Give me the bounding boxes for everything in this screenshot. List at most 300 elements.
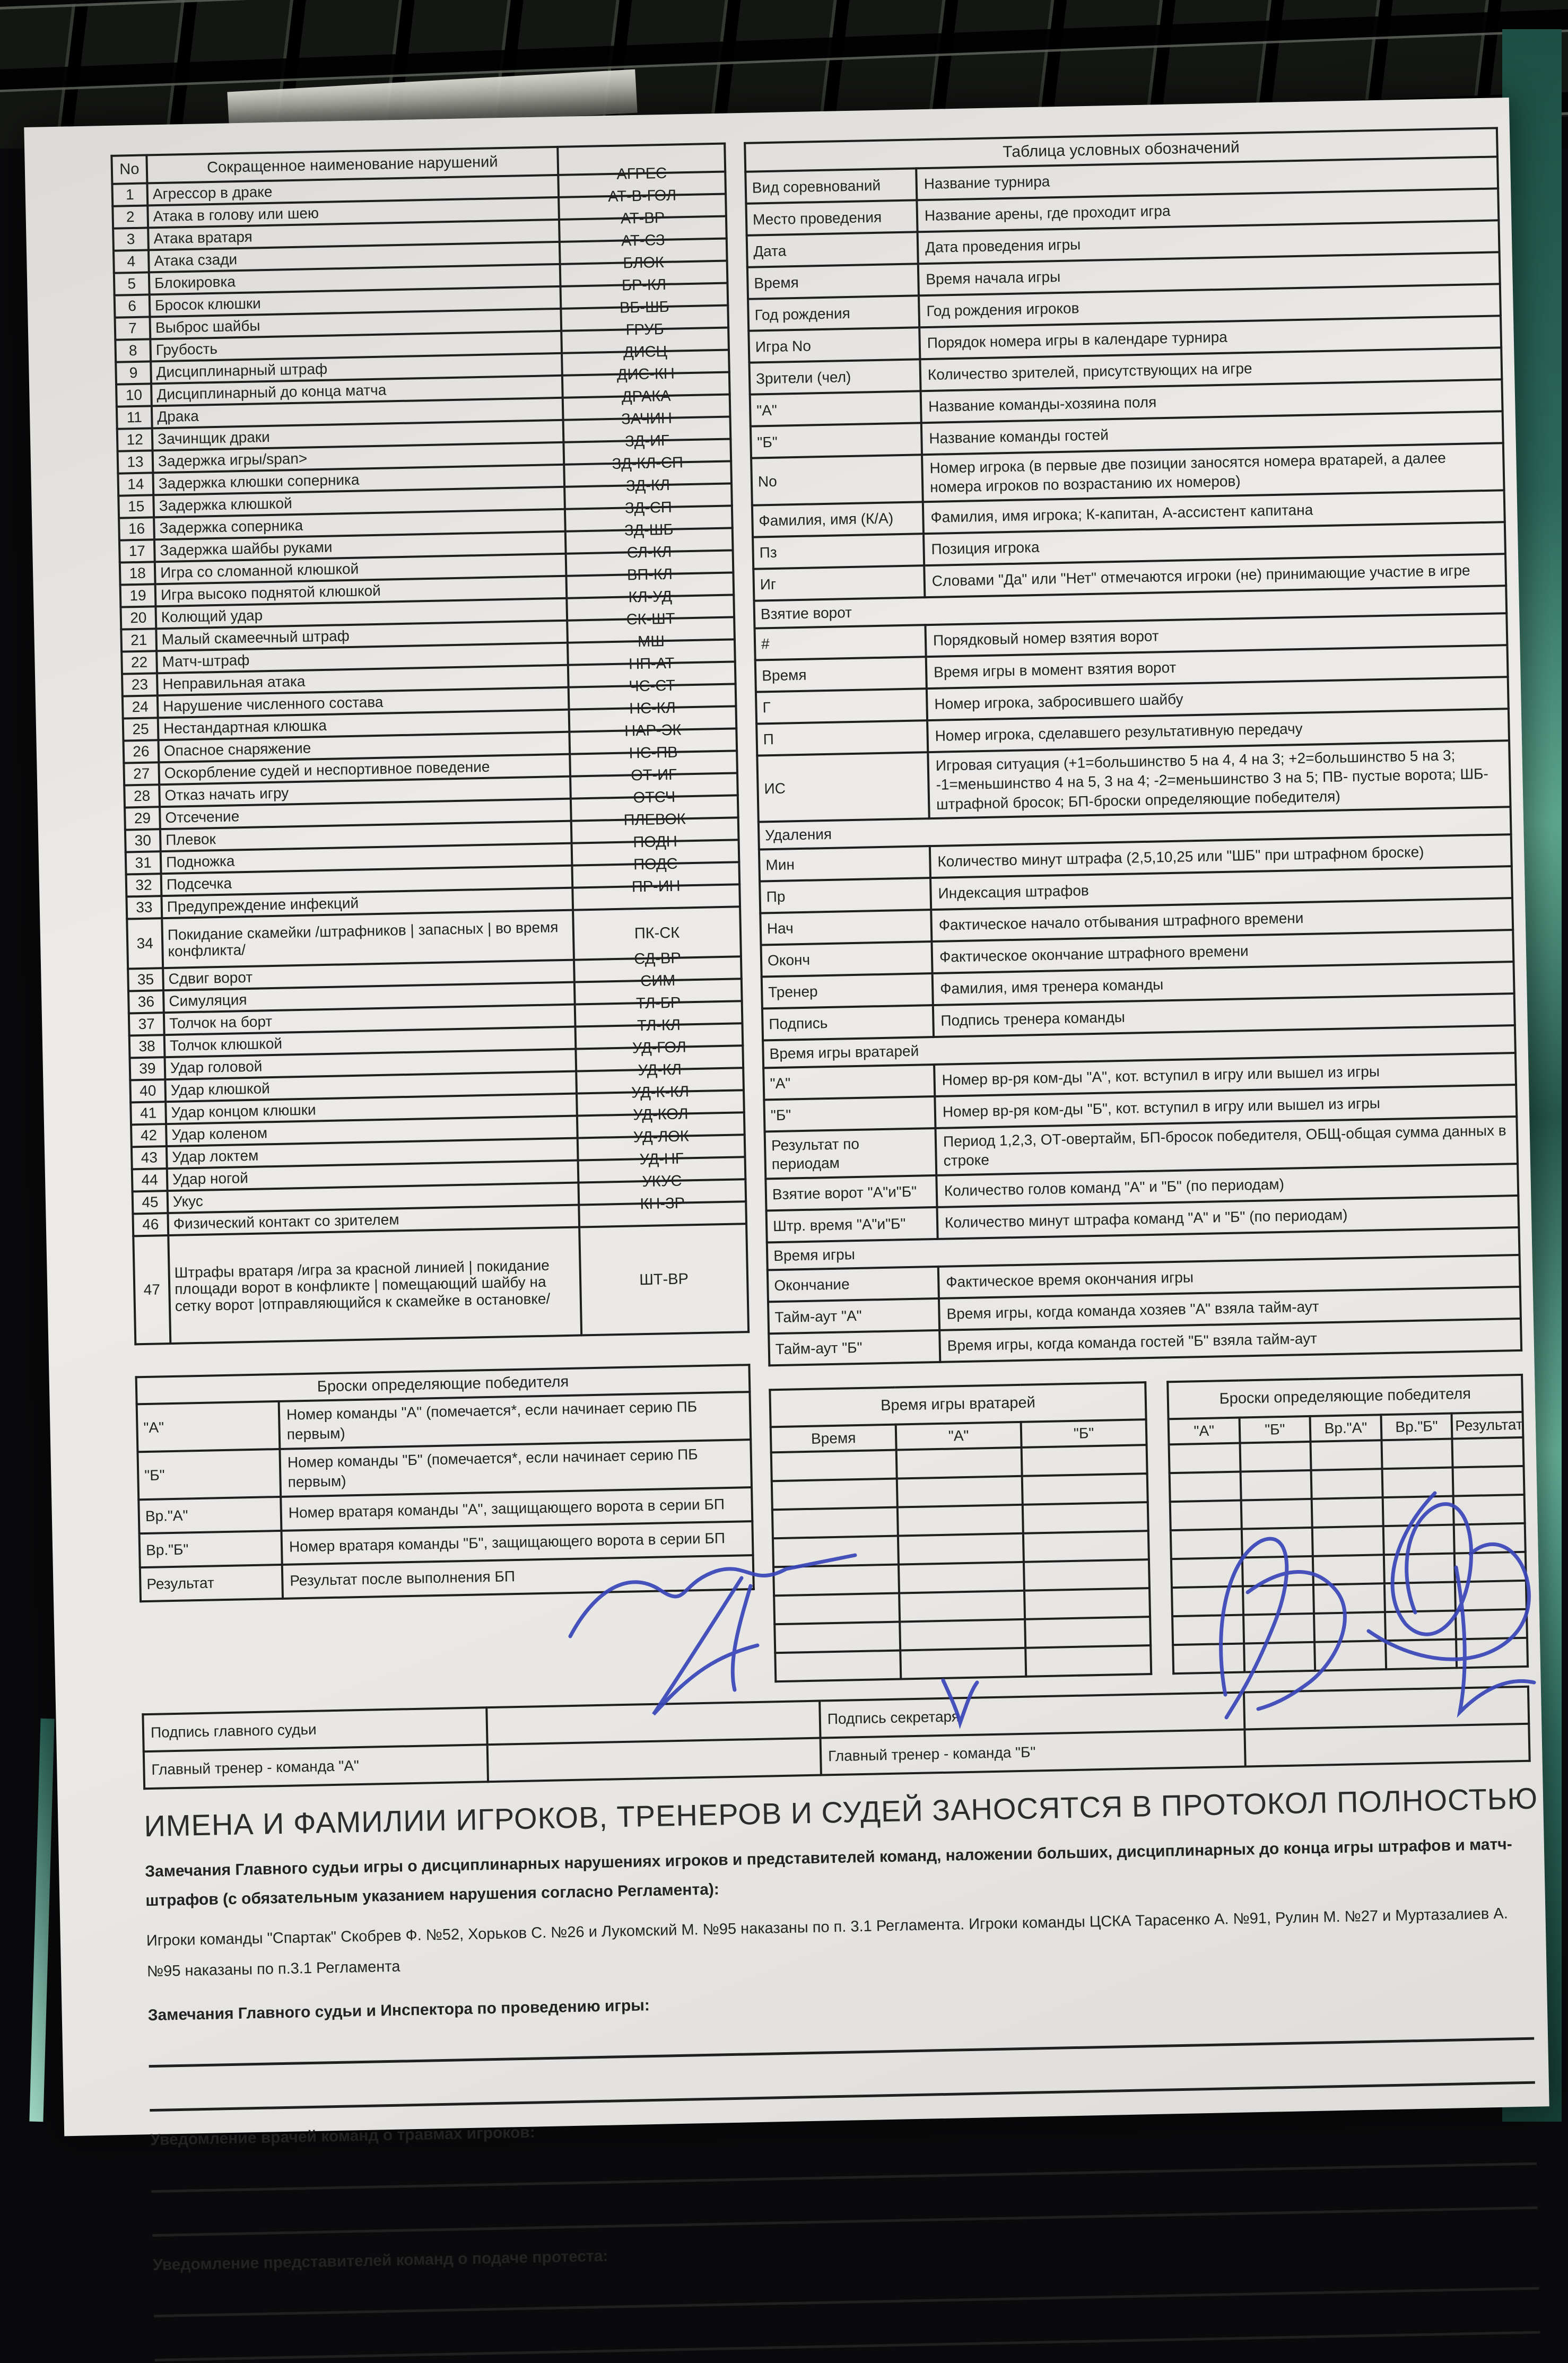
shootout-grid-empty-cell (1382, 1496, 1454, 1526)
violation-abbr-text: СК-ШТ (626, 610, 675, 629)
legend-term: Тайм-аут "Б" (769, 1330, 940, 1365)
violation-abbr-text: АГРЕС (616, 164, 667, 183)
goalie-time-empty-cell (771, 1450, 897, 1481)
violation-name: Подсечка (161, 866, 573, 896)
legend-desc: Количество зрителей, присутствующих на игре (920, 347, 1502, 391)
goalie-time-table (769, 1381, 1152, 1682)
violation-no: 9 (116, 361, 151, 384)
violation-no: 21 (121, 629, 156, 651)
violation-abbr-text: ШТ-ВР (639, 1270, 689, 1289)
goalie-time-empty-cell (1025, 1617, 1151, 1648)
violation-abbr-text: НС-КЛ (629, 699, 676, 718)
violation-no: 43 (132, 1146, 167, 1169)
violation-name: Атака в голову или шею (147, 197, 559, 228)
shootout-grid-empty-cell (1382, 1467, 1453, 1497)
shootout-grid-title-row (1168, 1375, 1522, 1419)
violation-abbr-text: ЗД-КЛ-СП (612, 454, 684, 473)
violation-no: 29 (125, 807, 160, 830)
violation-abbr-text: ЗД-КЛ (625, 476, 670, 495)
violation-no: 23 (122, 673, 158, 696)
legend-table (744, 127, 1522, 1366)
shootout-grid-empty-cell (1452, 1437, 1524, 1468)
violation-name: Дисциплинарный штраф (151, 353, 562, 384)
legend-desc: Время игры в момент взятия ворот (926, 645, 1508, 688)
violation-abbr-text: ПР-ИН (631, 877, 681, 896)
shootout-grid-empty-cell (1242, 1556, 1313, 1586)
violation-name: Драка (152, 398, 563, 429)
violation-abbr-text: УД-КОЛ (632, 1105, 689, 1124)
shootout-legend-term: Вр."А" (138, 1497, 281, 1533)
shootout-grid-empty-cell (1311, 1440, 1382, 1470)
legend-desc: Номер вр-ря ком-ды "А", кот. вступил в игру или вышел из игры (934, 1053, 1516, 1096)
violation-no: 18 (120, 562, 155, 585)
goalie-time-empty-cell (774, 1621, 900, 1653)
shootout-grid-empty-cell (1456, 1609, 1527, 1640)
violation-abbr-text: ЗД-ИГ (624, 432, 669, 450)
referee-signature-label: Подпись главного судьи (143, 1707, 487, 1751)
goalie-time-empty-cell (1023, 1502, 1148, 1533)
violation-no: 44 (132, 1169, 168, 1191)
violation-no: 39 (130, 1057, 165, 1080)
violation-no: 12 (117, 428, 153, 451)
violation-abbr-text: ПОДС (633, 855, 678, 874)
shootout-grid-col: "А" (1169, 1417, 1240, 1444)
violation-no: 31 (126, 851, 161, 874)
violation-abbr-text: ВБ-ШБ (619, 298, 669, 317)
legend-term: Место проведения (746, 200, 917, 235)
goalie-time-empty-cell (773, 1536, 899, 1567)
violation-abbr-text: БР-КЛ (621, 276, 667, 294)
violations-title: Сокращенное наименование нарушений (146, 147, 558, 184)
legend-desc: Фамилия, имя тренера команды (933, 962, 1514, 1005)
shootout-grid-empty-cell (1314, 1612, 1386, 1642)
legend-term: Подпись (762, 1005, 934, 1040)
violation-abbr-text: НС-ПВ (629, 744, 678, 762)
violation-name: Удар ногой (167, 1161, 579, 1191)
violation-abbr-text: НАР-ЭК (624, 721, 682, 740)
shootout-grid-empty-cell (1454, 1552, 1526, 1582)
legend-term: Мин (759, 846, 930, 881)
violations-col-no: No (111, 155, 147, 184)
legend-section-label: Удаления (759, 807, 1511, 849)
violation-abbr-text: СЛ-КЛ (626, 543, 672, 562)
shootout-grid-col: Результат (1452, 1412, 1523, 1439)
violation-no: 24 (123, 695, 158, 718)
violation-name: Укус (168, 1183, 579, 1214)
violation-name: Удар концом клюшки (165, 1094, 577, 1124)
violation-no: 41 (130, 1102, 166, 1124)
violation-abbr-text: ДИС-КН (616, 365, 675, 383)
legend-term: Время (755, 657, 927, 692)
shootout-grid-empty-cell (1455, 1581, 1527, 1611)
legend-term: "Б" (764, 1096, 935, 1131)
violation-name: Отсечение (160, 799, 571, 830)
legend-desc: Период 1,2,3, ОТ-овертайм, БП-бросок победителя, ОБЩ-общая сумма данных в строке (935, 1117, 1518, 1175)
violation-abbr-text: ЗД-ШБ (624, 521, 674, 539)
legend-term: Результат по периодам (765, 1128, 937, 1179)
legend-desc: Фактическое начало отбывания штрафного времени (931, 898, 1513, 941)
violation-no: 16 (119, 517, 154, 540)
legend-desc: Количество минут штрафа команд "А" и "Б" (по периодам) (937, 1196, 1519, 1239)
violation-no: 19 (120, 584, 156, 607)
violation-name: Физический контакт со зрителем (168, 1205, 579, 1236)
violation-name: Нестандартная клюшка (158, 710, 570, 740)
legend-term: Окончание (768, 1267, 939, 1302)
violation-abbr-text: ЧС-СТ (629, 677, 676, 695)
violation-no: 46 (133, 1213, 168, 1236)
violation-no: 47 (133, 1235, 170, 1344)
shootout-legend-desc: Номер команды "А" (помечается*, если начинает серию ПБ первым) (279, 1392, 751, 1449)
legend-desc: Словами "Да" или "Нет" отмечаются игроки (не) принимающие участие в игре (924, 554, 1506, 597)
violation-no: 14 (118, 473, 153, 495)
goalie-time-empty-cell (899, 1591, 1025, 1622)
shootout-legend-table (135, 1364, 755, 1602)
legend-term: "Б" (751, 423, 922, 458)
goalie-time-empty-cell (899, 1562, 1024, 1593)
violation-no: 42 (131, 1124, 167, 1147)
shootout-grid-empty-cell (1170, 1471, 1241, 1502)
violation-name: Грубость (150, 331, 562, 362)
shootout-grid-empty-cell (1171, 1557, 1243, 1588)
legend-desc: Игровая ситуация (+1=большинство 5 на 4, 4 на 3; +2=большинство 5 на 3; -1=меньшинство 4 на 5, 3 на 4; -2=меньшинство 3 на 5; ПВ- пустые ворота; ШБ-штрафной бросок; БП-броски определяющие победителя) (928, 740, 1510, 818)
folder-edge-left (29, 1719, 54, 2122)
right-column (744, 127, 1529, 1682)
referee-remarks-label: Замечания Главного судьи игры о дисциплинарных нарушениях игроков и представителей команд, наложении больших, дисциплинарных до конца игры штрафов и матч-штрафов (с обязательным указанием нарушения согласно Регламента): (144, 1835, 1512, 1910)
shootout-grid-empty-cell (1240, 1442, 1311, 1472)
violation-name: Матч-штраф (156, 643, 568, 674)
blank-tables-row (769, 1374, 1529, 1682)
violation-name: Плевок (160, 821, 572, 852)
shootout-grid-empty-cell (1383, 1524, 1455, 1555)
goalie-time-empty-cell (772, 1478, 898, 1510)
violation-abbr-text: АТ-В-ГОЛ (607, 187, 677, 206)
goalie-time-empty-cell (1023, 1531, 1149, 1562)
violation-abbr-text: ТЛ-БР (635, 994, 681, 1013)
violation-abbr (579, 1194, 746, 1227)
signature-block (142, 1685, 1530, 1789)
shootout-grid-empty-cell (1172, 1586, 1243, 1616)
violation-abbr-text: УД-НГ (639, 1150, 684, 1169)
shootout-legend-desc: Результат после выполнения БП (282, 1555, 754, 1599)
goalie-time-col: "Б" (1021, 1419, 1147, 1448)
violation-name: Выброс шайбы (150, 309, 562, 339)
violation-name: Задержка клюшки соперника (153, 465, 564, 495)
legend-term: Оконч (761, 941, 932, 976)
shootout-grid-empty-cell (1312, 1526, 1384, 1556)
violation-no: 38 (129, 1035, 165, 1058)
shootout-grid-empty-cell (1456, 1638, 1528, 1668)
violation-abbr-text: НП-АТ (628, 655, 675, 673)
shootout-legend-term: "Б" (137, 1449, 281, 1499)
violation-name: Игра со сломанной клюшкой (155, 554, 567, 585)
shootout-legend-title: Броски определяющие победителя (136, 1365, 750, 1404)
violation-abbr-text: УД-КЛ (638, 1061, 682, 1079)
legend-term: Штр. время "А"и"Б" (766, 1207, 938, 1242)
violation-name: Неправильная атака (157, 665, 569, 696)
legend-desc: Номер игрока (в первые две позиции заносятся номера вратарей, а далее номера игроков по возрастанию их номеров) (922, 443, 1504, 502)
protest-notice-label: Уведомление представителей команд о подаче протеста: (152, 2247, 608, 2274)
shootout-grid-empty-cell (1311, 1469, 1383, 1499)
shootout-grid-empty-cell (1313, 1555, 1384, 1585)
legend-term: Время (747, 264, 919, 299)
violation-abbr-text: ДИСЦ (623, 343, 668, 361)
violation-no: 30 (125, 829, 161, 852)
violation-name: Удар клюшкой (165, 1071, 577, 1102)
violation-no: 6 (115, 294, 150, 317)
legend-term: Нач (760, 910, 931, 945)
shootout-grid-title: Броски определяющие победителя (1168, 1375, 1522, 1419)
shootout-grid-empty-cell (1385, 1610, 1457, 1641)
legend-desc: Дата проведения игры (918, 220, 1500, 264)
violation-no: 8 (115, 339, 151, 362)
goalie-time-empty-cell (1024, 1559, 1149, 1591)
violation-abbr-text: КН-ЗР (640, 1194, 685, 1213)
violation-no: 26 (124, 740, 159, 763)
violation-name: Зачинщик драки (152, 420, 564, 451)
shootout-grid-empty-cell (1170, 1500, 1242, 1530)
legend-desc: Позиция игрока (924, 522, 1505, 565)
shootout-legend-desc: Номер команды "Б" (помечается*, если начинает серию ПБ первым) (280, 1440, 752, 1497)
legend-term: "А" (763, 1065, 935, 1100)
shootout-grid-empty-cell (1384, 1582, 1456, 1612)
violation-no: 17 (119, 539, 155, 562)
shootout-grid-empty-cell (1172, 1615, 1244, 1645)
legend-term: Вид соревнований (745, 168, 917, 203)
shootout-grid-col: Вр."Б" (1381, 1413, 1452, 1440)
legend-desc: Название команды гостей (921, 411, 1503, 455)
violation-no: 22 (121, 651, 157, 674)
legend-term: Тайм-аут "А" (768, 1298, 939, 1333)
legend-term: Взятие ворот "А"и"Б" (765, 1175, 937, 1210)
violation-no: 33 (126, 896, 162, 919)
violation-name: Симуляция (163, 982, 575, 1013)
shootout-legend-term: "А" (137, 1401, 280, 1452)
violation-name: Отказ начать игру (159, 777, 571, 807)
shootout-grid-empty-cell (1313, 1583, 1385, 1614)
violation-no: 20 (120, 606, 156, 629)
goalie-time-empty-cell (896, 1448, 1022, 1479)
legend-term: Пр (760, 878, 931, 913)
violation-name: Атака сзади (149, 242, 560, 273)
legend-desc: Индексация штрафов (930, 866, 1512, 910)
shootout-grid-col: Вр."А" (1310, 1415, 1382, 1442)
violation-abbr-text: УКУС (642, 1172, 682, 1191)
coach-b-field (1244, 1724, 1529, 1767)
violation-name: Агрессор в драке (147, 175, 559, 206)
violation-abbr-text: АТ-СЗ (621, 231, 665, 250)
goalie-time-title: Время игры вратарей (770, 1382, 1146, 1427)
violation-abbr-text: ДРАКА (621, 387, 671, 406)
legend-desc: Название арены, где проходит игра (917, 188, 1499, 232)
legend-term: Г (756, 688, 927, 723)
violation-no: 2 (112, 205, 148, 228)
shootout-grid-empty-cell (1240, 1470, 1312, 1501)
coach-b-label: Главный тренер - команда "Б" (821, 1729, 1245, 1775)
coach-a-label: Главный тренер - команда "А" (144, 1745, 488, 1789)
shootout-grid-empty-cell (1169, 1443, 1241, 1473)
goalie-time-empty-cell (772, 1507, 898, 1538)
violation-abbr (572, 877, 740, 910)
goalie-time-empty-cell (773, 1564, 899, 1595)
legend-desc: Год рождения игроков (919, 284, 1501, 327)
legend-term: Дата (747, 232, 918, 267)
shootout-grid-empty-cell (1241, 1499, 1312, 1529)
legend-desc: Время игры, когда команда гостей "Б" взяла тайм-аут (939, 1319, 1521, 1362)
violation-no: 25 (123, 718, 159, 740)
violation-name: Удар коленом (166, 1116, 578, 1147)
shootout-grid-empty-cell (1171, 1529, 1242, 1559)
violation-name: Блокировка (149, 264, 561, 295)
violation-no: 27 (124, 762, 159, 785)
legend-title: Таблица условных обозначений (745, 128, 1497, 171)
shootout-grid-empty-cell (1454, 1523, 1526, 1554)
violation-abbr (579, 1224, 748, 1335)
shootout-grid-empty-cell (1453, 1466, 1525, 1496)
violation-abbr-text: ОТ-ИГ (630, 766, 677, 784)
violation-abbr-text: БЛОК (623, 254, 665, 272)
legend-term: Пз (753, 534, 924, 569)
violation-name: Нарушение численного состава (158, 687, 569, 718)
violation-no: 36 (128, 990, 164, 1013)
violation-abbr-text: МШ (637, 633, 665, 651)
shootout-grid-empty-cell (1243, 1585, 1314, 1615)
shootout-grid-empty-cell (1453, 1495, 1525, 1525)
violation-name: Толчок клюшкой (164, 1027, 576, 1058)
full-names-heading: ИМЕНА И ФАМИЛИИ ИГРОКОВ, ТРЕНЕРОВ И СУДЕЙ ЗАНОСЯТСЯ В ПРОТОКОЛ ПОЛНОСТЬЮ (143, 1781, 1538, 1843)
violation-no: 13 (118, 450, 153, 473)
legend-desc: Количество минут штрафа (2,5,10,25 или "ШБ" при штрафном броске) (930, 834, 1512, 878)
shootout-grid-empty-cell (1384, 1553, 1456, 1583)
violation-abbr-text: ПК-СК (634, 924, 680, 943)
legend-desc: Номер игрока, забросившего шайбу (927, 677, 1509, 720)
shootout-grid-empty-cell (1314, 1641, 1386, 1671)
violation-abbr-text: ВП-КЛ (626, 565, 673, 584)
violation-name: Игра высоко поднятой клюшкой (155, 576, 567, 607)
legend-desc: Подпись тренера команды (933, 993, 1515, 1037)
shootout-grid-col: "Б" (1239, 1416, 1311, 1443)
coach-a-field (487, 1738, 821, 1782)
referee-remarks-text: Игроки команды "Спартак" Скобрев Ф. №52, Хорьков С. №26 и Лукомский М. №95 наказаны по п. 3.1 Регламента. Игроки команды ЦСКА Тарасенко А. №91, Рулин М. №27 и Муртазалиев А. №95 наказаны по п.3.1 Регламента (146, 1905, 1509, 1980)
shootout-grid-table (1166, 1374, 1529, 1675)
goalie-time-empty-cell (1025, 1645, 1151, 1677)
legend-desc: Фамилия, имя игрока; К-капитан, А-ассистент капитана (923, 490, 1505, 534)
legend-desc: Время игры, когда команда хозяев "А" взяла тайм-аут (939, 1287, 1521, 1330)
shootout-grid-empty-cell (1241, 1528, 1313, 1558)
legend-term: Зрители (чел) (749, 359, 920, 394)
shootout-grid-empty-cell (1243, 1614, 1315, 1644)
legend-section-label: Время игры (767, 1227, 1520, 1270)
violation-abbr-text: ОТСЧ (633, 788, 676, 807)
violation-name: Задержка соперника (154, 509, 565, 540)
legend-term: ИС (757, 752, 929, 822)
violation-abbr-text: ЗАЧИН (621, 409, 673, 428)
violation-name: Бросок клюшки (150, 286, 561, 317)
legend-desc: Время начала игры (918, 252, 1500, 295)
violation-abbr-text: УД-ГОЛ (632, 1039, 687, 1057)
legend-desc: Количество голов команд "А" и "Б" (по периодам) (936, 1164, 1518, 1207)
shootout-legend-desc: Номер вратаря команды "А", защищающего ворота в серии БП (281, 1487, 752, 1531)
legend-desc: Название команды-хозяина поля (921, 379, 1503, 423)
legend-desc: Фактическое время окончания игры (938, 1255, 1520, 1298)
violation-name: Задержка шайбы руками (154, 531, 566, 562)
violation-no: 40 (130, 1079, 165, 1102)
violation-no: 11 (117, 406, 152, 429)
violation-name: Сдвиг ворот (163, 960, 574, 991)
violation-abbr-text: ГРУБ (625, 320, 664, 339)
goalie-time-empty-cell (1024, 1588, 1150, 1619)
violation-abbr-text: СД-ВР (634, 949, 681, 968)
legend-term: "А" (750, 391, 921, 426)
goalie-time-empty-cell (898, 1533, 1024, 1565)
violation-abbr-text: АТ-ВР (620, 209, 665, 228)
shootout-grid-empty-cell (1312, 1497, 1383, 1528)
violation-no: 10 (116, 383, 152, 406)
violation-name: Предупреждение инфекций (161, 888, 573, 919)
violation-no: 7 (115, 317, 151, 339)
shootout-grid-empty-cell (1244, 1642, 1316, 1672)
violation-name: Оскорбление судей и неспортивное поведение (159, 754, 570, 785)
left-column (110, 143, 755, 1603)
legend-section-label: Взятие ворот (754, 586, 1506, 628)
violation-no: 15 (118, 495, 154, 518)
violation-no: 5 (114, 272, 150, 295)
violation-row (133, 1224, 748, 1344)
goalie-time-empty-cell (900, 1619, 1025, 1651)
violation-abbr-text: УД-К-КЛ (631, 1083, 690, 1102)
shootout-legend-term: Вр."Б" (140, 1531, 282, 1567)
violation-no: 4 (114, 250, 149, 273)
violation-name: Задержка клюшкой (153, 487, 565, 518)
legend-desc: Фактическое окончание штрафного времени (931, 930, 1513, 973)
referee-signature-field (486, 1701, 820, 1745)
legend-term: No (751, 455, 923, 505)
violation-name: Колющий удар (155, 598, 567, 629)
shootout-grid-empty-cell (1386, 1639, 1457, 1669)
legend-term: Иг (753, 565, 925, 600)
violation-abbr-text: ТЛ-КЛ (637, 1016, 681, 1035)
shootout-grid-empty-cell (1173, 1643, 1244, 1673)
doctors-notice-label: Уведомление врачей команд о травмах игроков: (150, 2123, 536, 2149)
shootout-grid-empty-cell (1381, 1438, 1453, 1469)
violation-name: Опасное снаряжение (159, 732, 570, 763)
secretary-signature-label: Подпись секретаря (820, 1692, 1244, 1738)
violation-name: Дисциплинарный до конца матча (151, 376, 563, 406)
violation-name: Атака вратаря (148, 220, 560, 250)
legend-desc: Номер игрока, сделавшего результативную передачу (927, 709, 1509, 752)
protocol-sheet (24, 98, 1549, 2274)
goalie-time-empty-cell (898, 1505, 1023, 1536)
violation-name: Малый скамеечный штраф (156, 621, 568, 651)
shootout-legend-term: Результат (140, 1565, 283, 1601)
violation-abbr-text: УД-ЛОК (633, 1128, 689, 1146)
legend-term: Игра No (748, 327, 920, 362)
goalie-time-empty-cell (1022, 1473, 1148, 1505)
violation-name: Подножка (161, 843, 572, 874)
goalie-time-empty-cell (897, 1476, 1023, 1507)
violation-name: Покидание скамейки /штрафников | запасных | во время конфликта/ (162, 910, 574, 969)
violation-abbr-text: ПОДН (633, 833, 678, 851)
violation-abbr-text: СИМ (640, 972, 676, 990)
violation-no: 37 (129, 1013, 164, 1035)
goalie-time-empty-cell (1022, 1445, 1147, 1476)
violation-no: 1 (112, 183, 147, 206)
shootout-legend-desc: Номер вратаря команды "Б", защищающего ворота в серии БП (281, 1521, 753, 1565)
legend-desc: Порядок номера игры в календаре турнира (919, 316, 1501, 359)
legend-term: Фамилия, имя (К/А) (752, 502, 924, 537)
violation-name: Штрафы вратаря /игра за красной линией | покидание площади ворот в конфликте | помещающий шайбу на сетку ворот |отправляющийся к скамейке в остановке/ (168, 1227, 581, 1344)
goalie-time-empty-cell (774, 1593, 900, 1624)
violation-name: Удар головой (165, 1049, 577, 1080)
